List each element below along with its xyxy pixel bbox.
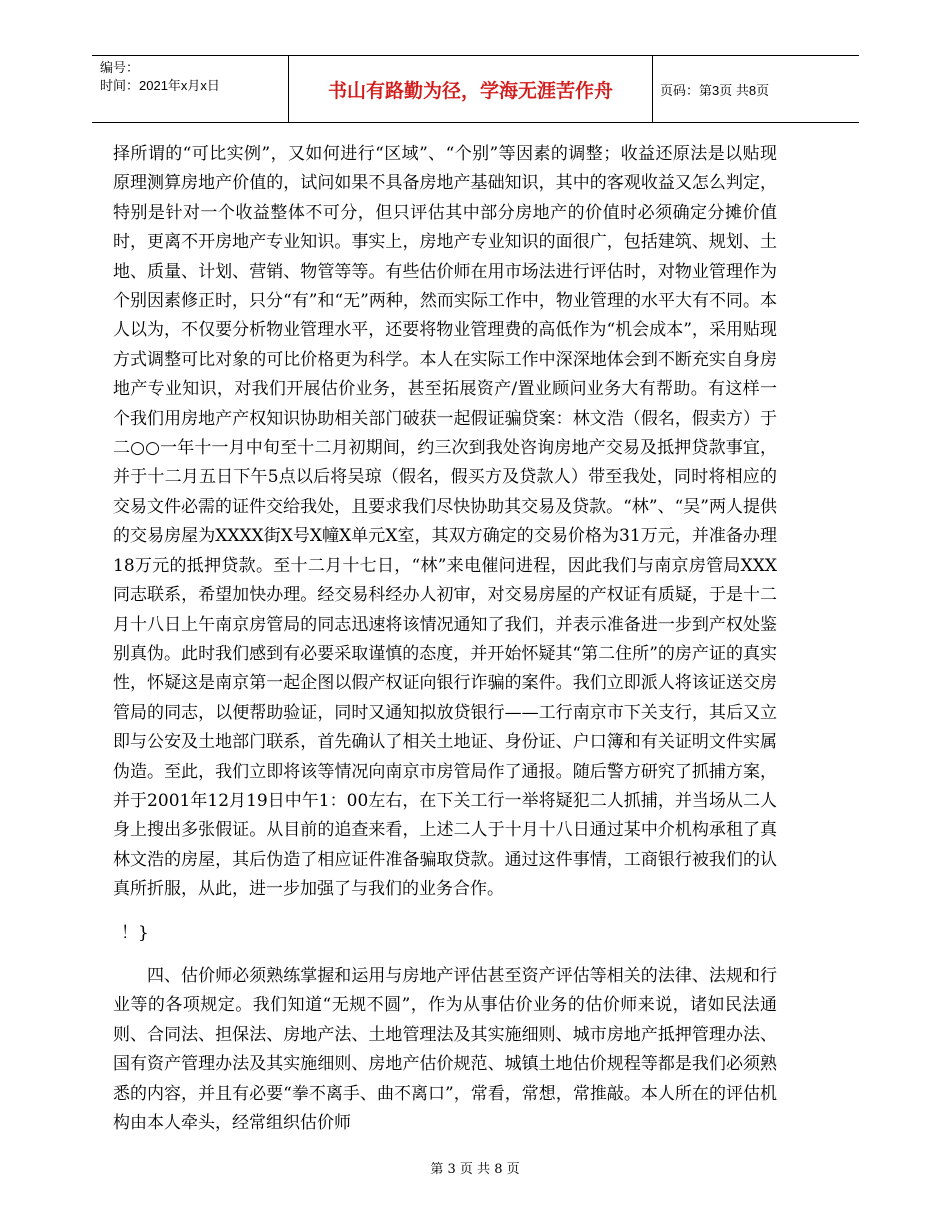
stray-marker: ！} [121, 922, 149, 943]
document-date-label: 时间：2021年x月x日 [100, 78, 220, 93]
document-body [113, 140, 777, 1138]
body-paragraph: 择所谓的“可比实例”，又如何进行“区域”、“个别”等因素的调整；收益还原法是以贴现原理测算房地产价值的，试问如果不具备房地产基础知识，其中的客观收益又怎么判定，特别是针对一个收益整体不可分，但只评估其中部分房地产的价值时必须确定分摊价值时，更离不开房地产专业知识。事实上，房地产专业知识的面很广，包括建筑、规划、土地、质量、计划、营销、物管等等。有些估价师在用市场法进行评估时，对物业管理作为个别因素修正时，只分“有”和“无”两种，然而实际工作中，物业管理的水平大有不同。本人以为，不仅要分析物业管理水平，还要将物业管理费的高低作为“机会成本”，采用贴现方式调整可比对象的可比价格更为科学。本人在实际工作中深深地体会到不断充实自身房地产专业知识，对我们开展估价业务，甚至拓展资产/置业顾问业务大有帮助。有这样一个我们用房地产产权知识协助相关部门破获一起假证骗贷案：林文浩（假名，假卖方）于二○○一年十一月中旬至十二月初期间，约三次到我处咨询房地产交易及抵押贷款事宜，并于十二月五日下午5点以后将吴琼（假名，假买方及贷款人）带至我处，同时将相应的交易文件必需的证件交给我处，且要求我们尽快协助其交易及贷款。“林”、“吴”两人提供的交易房屋为XXXX街X号X幢X单元X室，其双方确定的交易价格为31万元，并准备办理18万元的抵押贷款。至十二月十七日，“林”来电催问进程，因此我们与南京房管局XXX同志联系，希望加快办理。经交易科经办人初审，对交易房屋的产权证有质疑，于是十二月十八日上午南京房管局的同志迅速将该情况通知了我们，并表示准备进一步到产权处鉴别真伪。此时我们感到有必要采取谨慎的态度，并开始怀疑其“第二住所”的房产证的真实性，怀疑这是南京第一起企图以假产权证向银行诈骗的案件。我们立即派人将该证送交房管局的同志，以便帮助验证，同时又通知拟放贷银行——工行南京市下关支行，其后又立即与公安及土地部门联系，首先确认了相关土地证、身份证、户口簿和有关证明文件实属伪造。至此，我们立即将该等情况向南京市房管局作了通报。随后警方研究了抓捕方案，并于2001年12月19日中午1：00左右，在下关工行一举将疑犯二人抓捕，并当场从二人身上搜出多张假证。从目前的追查来看，上述二人于十月十八日通过某中介机构承租了真林文浩的房屋，其后伪造了相应证件准备骗取贷款。通过这件事情，工商银行被我们的认真所折服，从此，进一步加强了与我们的业务合作。 [113, 144, 777, 900]
header-divider [652, 56, 653, 122]
page-header [92, 55, 859, 123]
body-paragraph-section-four: 四、估价师必须熟练掌握和运用与房地产评估甚至资产评估等相关的法律、法规和行业等的各项规定。我们知道“无规不圆”，作为从事估价业务的估价师来说，诸如民法通则、合同法、担保法、房地产法、土地管理法及其实施细则、城市房地产抵押管理办法、国有资产管理办法及其实施细则、房地产估价规范、城镇土地估价规程等都是我们必须熟悉的内容，并且有必要“拳不离手、曲不离口”，常看，常想，常推敲。本人所在的评估机构由本人牵头，经常组织估价师 [113, 965, 777, 1133]
page-footer: 第 3 页 共 8 页 [430, 1162, 520, 1177]
document-number-label: 编号： [100, 60, 140, 75]
header-meta [100, 59, 220, 95]
header-motto: 书山有路勤为径，学海无涯苦作舟 [327, 79, 613, 102]
header-page-number: 页码：第3页 共8页 [660, 82, 770, 98]
